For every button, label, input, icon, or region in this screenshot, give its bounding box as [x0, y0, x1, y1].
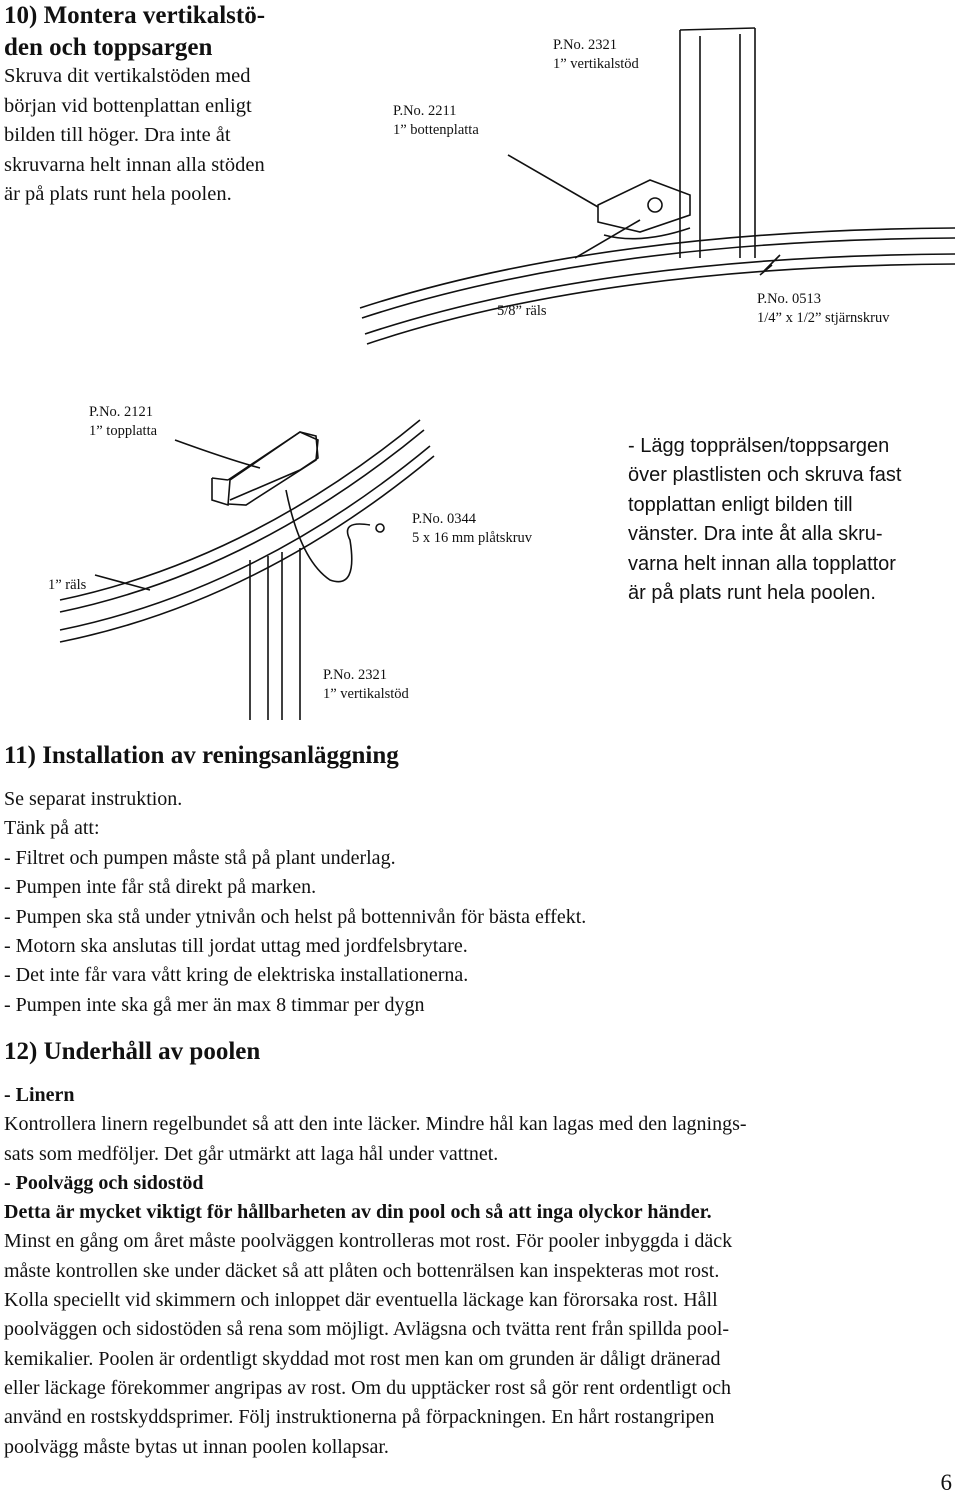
label-pno: P.No. 2321 — [323, 667, 388, 683]
label-desc: 5 x 16 mm plåtskruv — [412, 530, 533, 546]
section-10-title-line: 10) Montera vertikalstö- — [4, 2, 266, 29]
label-rail — [497, 302, 547, 321]
section-10-title — [4, 0, 265, 64]
label-pno: P.No. 2121 — [89, 404, 154, 420]
note-line: - Lägg topprälsen/toppsargen — [628, 435, 890, 457]
label-desc: 1” räls — [48, 577, 87, 593]
top-rail-line — [60, 446, 430, 630]
section-11-line: - Pumpen inte ska gå mer än max 8 timmar per dygn — [4, 994, 425, 1016]
top-rail-line — [60, 456, 434, 642]
text-line: använd en rostskyddsprimer. Följ instruktionerna på förpackningen. En hårt rostangripen — [4, 1406, 715, 1429]
section-11-line: - Motorn ska anslutas till jordat uttag med jordfelsbrytare. — [4, 935, 468, 957]
bottom-plate-edge — [604, 228, 690, 239]
label-pno: P.No. 2321 — [553, 37, 618, 53]
liner-heading: - Linern — [4, 1084, 75, 1106]
section-11-line: - Filtret och pumpen måste stå på plant underlag. — [4, 847, 396, 869]
liner-text — [4, 1110, 954, 1169]
text-line: sats som medföljer. Det går utmärkt att laga hål under vattnet. — [4, 1142, 499, 1165]
label-star-screw — [757, 290, 890, 328]
note-line: topplattan enligt bilden till — [628, 493, 853, 516]
label-bottom-plate — [393, 102, 479, 140]
section-11-line: - Pumpen ska stå under ytnivån och helst på bottennivån för bästa effekt. — [4, 906, 587, 928]
screw-icon — [376, 524, 384, 532]
label-vertical-support-2 — [323, 666, 409, 704]
wall-text — [4, 1227, 954, 1461]
top-plate-face — [228, 432, 318, 505]
section-11 — [4, 740, 587, 1016]
leader-line — [508, 155, 598, 207]
text-line: poolväggen och sidostöden så rena som möjligt. Avlägsna och tvätta rent från spillda pool- — [4, 1318, 730, 1341]
label-desc: 1” bottenplatta — [393, 122, 479, 138]
screw-shaft — [760, 255, 780, 275]
text-line: kemikalier. Poolen är ordentligt skyddad mot rost men kan om grunden är dåligt dränerad — [4, 1347, 721, 1370]
text-line: Minst en gång om året måste poolväggen kontrolleras mot rost. För pooler inbyggda i däck — [4, 1230, 733, 1253]
text-line: början vid bottenplattan enligt — [4, 94, 252, 117]
label-vertical-support — [553, 36, 639, 74]
section-11-title: 11) Installation av reningsanläggning — [4, 742, 399, 769]
leader-line — [175, 440, 260, 468]
text-line: bilden till höger. Dra inte åt — [4, 124, 231, 146]
note-line: över plastlisten och skruva fast — [628, 464, 902, 487]
bottom-plate — [598, 180, 690, 232]
wall-heading: - Poolvägg och sidostöd — [4, 1171, 204, 1194]
label-sheet-screw — [412, 510, 532, 548]
note-line: varna helt innan alla topplattor — [628, 552, 896, 575]
label-desc: 1” vertikalstöd — [553, 56, 639, 72]
page-number: 6 — [940, 1470, 952, 1495]
label-top-rail — [48, 576, 86, 595]
top-rail-line — [60, 420, 420, 600]
screw-leader — [286, 490, 370, 582]
section-10-text — [4, 62, 265, 210]
note-line: är på plats runt hela poolen. — [628, 582, 876, 605]
label-pno: P.No. 2211 — [393, 103, 457, 119]
section-11-line: Se separat instruktion. — [4, 788, 183, 810]
top-plate-edge — [212, 478, 228, 480]
label-desc: 1” topplatta — [89, 423, 158, 439]
top-rail-instruction — [628, 432, 901, 608]
top-plate — [212, 432, 318, 505]
text-line: skruvarna helt innan alla stöden — [4, 153, 265, 176]
note-line: vänster. Dra inte åt alla skru- — [628, 523, 883, 546]
leader-line — [95, 575, 150, 590]
label-top-plate — [89, 403, 157, 441]
vertical-post — [250, 548, 300, 720]
support-top — [680, 28, 755, 30]
section-11-line: Tänk på att: — [4, 817, 100, 839]
section-11-line: - Pumpen inte får stå direkt på marken. — [4, 876, 317, 898]
text-line: poolvägg måste bytas ut innan poolen kollapsar. — [4, 1435, 389, 1458]
section-12 — [4, 1036, 954, 1462]
leader-line — [575, 220, 640, 258]
text-line: måste kontrollen ske under däcket så att plåten och bottenrälsen kan inspekteras mot rost. — [4, 1259, 720, 1282]
important-note: Detta är mycket viktigt för hållbarheten av din pool och så att inga olyckor händer. — [4, 1201, 712, 1224]
label-desc: 1/4” x 1/2” stjärnskruv — [757, 310, 890, 326]
label-pno: P.No. 0344 — [412, 511, 477, 527]
text-line: Kolla speciellt vid skimmern och inloppet där eventuella läckage kan förorsaka rost. Håll — [4, 1289, 718, 1312]
label-pno: P.No. 0513 — [757, 291, 822, 307]
text-line: Kontrollera linern regelbundet så att den inte läcker. Mindre hål kan lagas med den lagnings- — [4, 1113, 747, 1136]
screw-head — [648, 198, 662, 212]
text-line: är på plats runt hela poolen. — [4, 183, 232, 205]
section-12-title: 12) Underhåll av poolen — [4, 1038, 261, 1065]
label-desc: 1” vertikalstöd — [323, 686, 409, 702]
text-line: Skruva dit vertikalstöden med — [4, 65, 251, 87]
section-10-title-line: den och toppsargen — [4, 34, 213, 61]
label-desc: 5/8” räls — [497, 303, 547, 319]
top-rail-line — [60, 430, 424, 612]
section-11-line: - Det inte får vara vått kring de elektriska installationerna. — [4, 964, 469, 986]
text-line: eller läckage förekommer angripas av rost. Om du upptäcker rost så gör rent ordentligt och — [4, 1376, 731, 1399]
